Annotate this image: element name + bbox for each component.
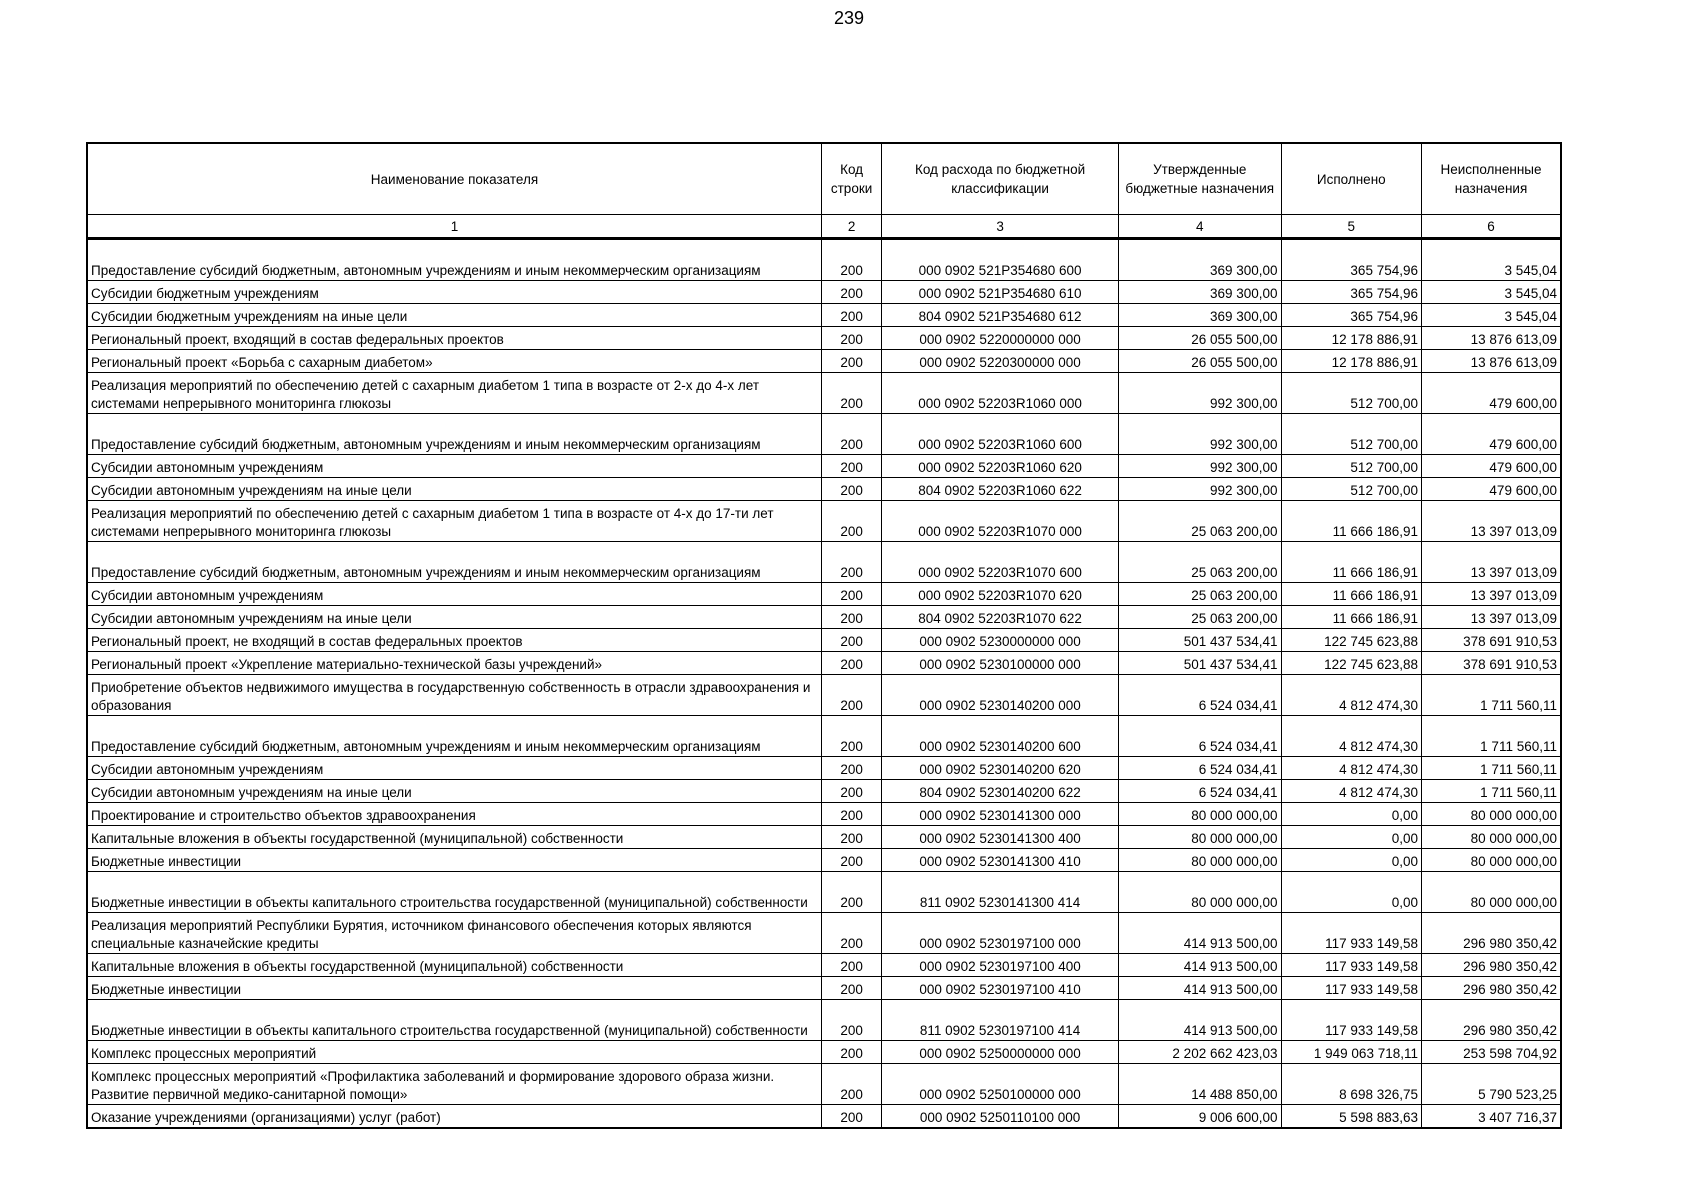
table-header-row	[87, 143, 1561, 215]
row-approved-amount: 414 913 500,00	[1118, 954, 1281, 977]
row-executed-amount: 117 933 149,58	[1281, 1000, 1421, 1041]
row-executed-amount: 4 812 474,30	[1281, 716, 1421, 757]
row-approved-amount: 14 488 850,00	[1118, 1064, 1281, 1105]
row-code: 200	[821, 826, 881, 849]
row-approved-amount: 80 000 000,00	[1118, 872, 1281, 913]
row-name: Субсидии автономным учреждениям на иные цели	[87, 606, 821, 629]
row-approved-amount: 2 202 662 423,03	[1118, 1041, 1281, 1064]
row-unexecuted-amount: 1 711 560,11	[1422, 716, 1562, 757]
row-unexecuted-amount: 296 980 350,42	[1422, 977, 1562, 1000]
row-classification-code: 000 0902 52203R1070 620	[882, 583, 1119, 606]
row-approved-amount: 80 000 000,00	[1118, 849, 1281, 872]
row-executed-amount: 365 754,96	[1281, 239, 1421, 281]
column-number: 2	[821, 215, 881, 239]
row-unexecuted-amount: 1 711 560,11	[1422, 780, 1562, 803]
row-classification-code: 000 0902 5230197100 400	[882, 954, 1119, 977]
row-approved-amount: 25 063 200,00	[1118, 542, 1281, 583]
row-executed-amount: 1 949 063 718,11	[1281, 1041, 1421, 1064]
row-name: Региональный проект, входящий в состав федеральных проектов	[87, 327, 821, 350]
table-row	[87, 675, 1561, 716]
table-row	[87, 1041, 1561, 1064]
table-row	[87, 304, 1561, 327]
row-classification-code: 000 0902 5230141300 410	[882, 849, 1119, 872]
row-approved-amount: 369 300,00	[1118, 281, 1281, 304]
row-unexecuted-amount: 296 980 350,42	[1422, 1000, 1562, 1041]
row-unexecuted-amount: 479 600,00	[1422, 414, 1562, 455]
row-name: Бюджетные инвестиции	[87, 849, 821, 872]
row-name: Субсидии автономным учреждениям на иные цели	[87, 780, 821, 803]
row-executed-amount: 12 178 886,91	[1281, 350, 1421, 373]
row-code: 200	[821, 501, 881, 542]
row-approved-amount: 501 437 534,41	[1118, 629, 1281, 652]
row-classification-code: 804 0902 52203R1070 622	[882, 606, 1119, 629]
header-indicator-name: Наименование показателя	[87, 143, 821, 215]
row-code: 200	[821, 780, 881, 803]
row-executed-amount: 512 700,00	[1281, 455, 1421, 478]
row-classification-code: 000 0902 5220000000 000	[882, 327, 1119, 350]
row-code: 200	[821, 757, 881, 780]
table-row	[87, 239, 1561, 281]
row-code: 200	[821, 954, 881, 977]
row-code: 200	[821, 455, 881, 478]
row-approved-amount: 369 300,00	[1118, 304, 1281, 327]
row-code: 200	[821, 652, 881, 675]
row-executed-amount: 11 666 186,91	[1281, 606, 1421, 629]
row-code: 200	[821, 1105, 881, 1129]
row-code: 200	[821, 606, 881, 629]
column-number: 1	[87, 215, 821, 239]
table-row	[87, 757, 1561, 780]
row-unexecuted-amount: 3 545,04	[1422, 281, 1562, 304]
row-unexecuted-amount: 296 980 350,42	[1422, 913, 1562, 954]
row-unexecuted-amount: 13 397 013,09	[1422, 606, 1562, 629]
header-approved: Утвержденные бюджетные назначения	[1118, 143, 1281, 215]
table-row	[87, 583, 1561, 606]
row-code: 200	[821, 1000, 881, 1041]
table-row	[87, 478, 1561, 501]
row-code: 200	[821, 478, 881, 501]
row-code: 200	[821, 803, 881, 826]
row-approved-amount: 369 300,00	[1118, 239, 1281, 281]
row-approved-amount: 26 055 500,00	[1118, 350, 1281, 373]
row-name: Приобретение объектов недвижимого имущества в государственную собственность в отрасли здравоохранения и образования	[87, 675, 821, 716]
row-executed-amount: 122 745 623,88	[1281, 652, 1421, 675]
row-classification-code: 000 0902 5250100000 000	[882, 1064, 1119, 1105]
row-approved-amount: 414 913 500,00	[1118, 913, 1281, 954]
row-code: 200	[821, 350, 881, 373]
row-unexecuted-amount: 13 397 013,09	[1422, 542, 1562, 583]
row-name: Комплекс процессных мероприятий	[87, 1041, 821, 1064]
row-approved-amount: 414 913 500,00	[1118, 977, 1281, 1000]
row-name: Субсидии бюджетным учреждениям на иные цели	[87, 304, 821, 327]
row-executed-amount: 11 666 186,91	[1281, 501, 1421, 542]
row-executed-amount: 11 666 186,91	[1281, 542, 1421, 583]
row-approved-amount: 80 000 000,00	[1118, 803, 1281, 826]
row-classification-code: 000 0902 5230141300 000	[882, 803, 1119, 826]
row-code: 200	[821, 629, 881, 652]
row-classification-code: 000 0902 5230197100 410	[882, 977, 1119, 1000]
row-executed-amount: 11 666 186,91	[1281, 583, 1421, 606]
row-unexecuted-amount: 80 000 000,00	[1422, 849, 1562, 872]
table-row	[87, 281, 1561, 304]
row-classification-code: 804 0902 5230140200 622	[882, 780, 1119, 803]
row-unexecuted-amount: 80 000 000,00	[1422, 803, 1562, 826]
table-row	[87, 652, 1561, 675]
row-unexecuted-amount: 13 397 013,09	[1422, 501, 1562, 542]
row-code: 200	[821, 373, 881, 414]
table-row	[87, 606, 1561, 629]
row-unexecuted-amount: 1 711 560,11	[1422, 675, 1562, 716]
budget-execution-table	[86, 142, 1562, 1129]
row-executed-amount: 5 598 883,63	[1281, 1105, 1421, 1129]
row-classification-code: 000 0902 5250110100 000	[882, 1105, 1119, 1129]
row-classification-code: 000 0902 5220300000 000	[882, 350, 1119, 373]
row-executed-amount: 365 754,96	[1281, 281, 1421, 304]
table-row	[87, 849, 1561, 872]
header-unexecuted: Неисполненные назначения	[1422, 143, 1562, 215]
table-row	[87, 629, 1561, 652]
table-row	[87, 716, 1561, 757]
table-row	[87, 803, 1561, 826]
row-name: Субсидии бюджетным учреждениям	[87, 281, 821, 304]
row-name: Субсидии автономным учреждениям	[87, 583, 821, 606]
table-row	[87, 327, 1561, 350]
row-code: 200	[821, 872, 881, 913]
row-approved-amount: 992 300,00	[1118, 373, 1281, 414]
row-approved-amount: 6 524 034,41	[1118, 780, 1281, 803]
row-name: Капитальные вложения в объекты государственной (муниципальной) собственности	[87, 826, 821, 849]
row-executed-amount: 117 933 149,58	[1281, 954, 1421, 977]
row-classification-code: 804 0902 52203R1060 622	[882, 478, 1119, 501]
row-executed-amount: 0,00	[1281, 872, 1421, 913]
table-row	[87, 350, 1561, 373]
row-name: Региональный проект, не входящий в состав федеральных проектов	[87, 629, 821, 652]
row-unexecuted-amount: 296 980 350,42	[1422, 954, 1562, 977]
row-name: Субсидии автономным учреждениям на иные цели	[87, 478, 821, 501]
row-name: Субсидии автономным учреждениям	[87, 455, 821, 478]
row-approved-amount: 80 000 000,00	[1118, 826, 1281, 849]
row-name: Предоставление субсидий бюджетным, автономным учреждениям и иным некоммерческим организациям	[87, 716, 821, 757]
row-name: Региональный проект «Борьба с сахарным диабетом»	[87, 350, 821, 373]
row-unexecuted-amount: 378 691 910,53	[1422, 652, 1562, 675]
row-executed-amount: 512 700,00	[1281, 373, 1421, 414]
row-classification-code: 811 0902 5230197100 414	[882, 1000, 1119, 1041]
row-name: Комплекс процессных мероприятий «Профилактика заболеваний и формирование здорового образа жизни. Развитие первичной медико-санитарной помощи»	[87, 1064, 821, 1105]
row-executed-amount: 0,00	[1281, 826, 1421, 849]
row-executed-amount: 0,00	[1281, 803, 1421, 826]
row-code: 200	[821, 414, 881, 455]
row-approved-amount: 25 063 200,00	[1118, 583, 1281, 606]
row-unexecuted-amount: 13 397 013,09	[1422, 583, 1562, 606]
row-unexecuted-amount: 80 000 000,00	[1422, 872, 1562, 913]
row-classification-code: 804 0902 521P354680 612	[882, 304, 1119, 327]
table-row	[87, 1000, 1561, 1041]
table-row	[87, 373, 1561, 414]
row-code: 200	[821, 1064, 881, 1105]
row-code: 200	[821, 913, 881, 954]
row-name: Предоставление субсидий бюджетным, автономным учреждениям и иным некоммерческим организациям	[87, 542, 821, 583]
table-row	[87, 954, 1561, 977]
row-unexecuted-amount: 479 600,00	[1422, 455, 1562, 478]
row-code: 200	[821, 327, 881, 350]
row-name: Проектирование и строительство объектов здравоохранения	[87, 803, 821, 826]
table-row	[87, 826, 1561, 849]
row-code: 200	[821, 849, 881, 872]
row-classification-code: 000 0902 521P354680 600	[882, 239, 1119, 281]
row-approved-amount: 26 055 500,00	[1118, 327, 1281, 350]
row-classification-code: 000 0902 5230141300 400	[882, 826, 1119, 849]
row-approved-amount: 992 300,00	[1118, 478, 1281, 501]
table-row	[87, 414, 1561, 455]
table-row	[87, 913, 1561, 954]
row-code: 200	[821, 304, 881, 327]
row-executed-amount: 512 700,00	[1281, 414, 1421, 455]
table-row	[87, 977, 1561, 1000]
header-row-code: Код строки	[821, 143, 881, 215]
row-executed-amount: 0,00	[1281, 849, 1421, 872]
row-executed-amount: 117 933 149,58	[1281, 913, 1421, 954]
row-approved-amount: 992 300,00	[1118, 455, 1281, 478]
column-number-row	[87, 215, 1561, 239]
row-name: Бюджетные инвестиции в объекты капитального строительства государственной (муниципальной) собственности	[87, 1000, 821, 1041]
row-classification-code: 811 0902 5230141300 414	[882, 872, 1119, 913]
row-code: 200	[821, 281, 881, 304]
row-executed-amount: 122 745 623,88	[1281, 629, 1421, 652]
table-row	[87, 455, 1561, 478]
row-classification-code: 000 0902 5230140200 600	[882, 716, 1119, 757]
row-approved-amount: 9 006 600,00	[1118, 1105, 1281, 1129]
row-name: Региональный проект «Укрепление материально-технической базы учреждений»	[87, 652, 821, 675]
row-name: Оказание учреждениями (организациями) услуг (работ)	[87, 1105, 821, 1129]
table-row	[87, 1064, 1561, 1105]
row-name: Предоставление субсидий бюджетным, автономным учреждениям и иным некоммерческим организациям	[87, 239, 821, 281]
row-executed-amount: 12 178 886,91	[1281, 327, 1421, 350]
row-classification-code: 000 0902 5230100000 000	[882, 652, 1119, 675]
table-body	[87, 239, 1561, 1129]
row-name: Субсидии автономным учреждениям	[87, 757, 821, 780]
row-code: 200	[821, 1041, 881, 1064]
row-approved-amount: 992 300,00	[1118, 414, 1281, 455]
row-classification-code: 000 0902 5230000000 000	[882, 629, 1119, 652]
table-row	[87, 1105, 1561, 1129]
row-executed-amount: 4 812 474,30	[1281, 757, 1421, 780]
row-classification-code: 000 0902 52203R1060 600	[882, 414, 1119, 455]
row-classification-code: 000 0902 5230140200 620	[882, 757, 1119, 780]
table-row	[87, 501, 1561, 542]
row-unexecuted-amount: 3 407 716,37	[1422, 1105, 1562, 1129]
row-approved-amount: 6 524 034,41	[1118, 716, 1281, 757]
row-approved-amount: 414 913 500,00	[1118, 1000, 1281, 1041]
column-number: 5	[1281, 215, 1421, 239]
row-name: Бюджетные инвестиции	[87, 977, 821, 1000]
row-classification-code: 000 0902 52203R1070 000	[882, 501, 1119, 542]
row-unexecuted-amount: 13 876 613,09	[1422, 350, 1562, 373]
column-number: 6	[1422, 215, 1562, 239]
row-name: Реализация мероприятий по обеспечению детей с сахарным диабетом 1 типа в возрасте от 2-х до 4-х лет системами непрерывного мониторинга глюкозы	[87, 373, 821, 414]
row-code: 200	[821, 542, 881, 583]
row-code: 200	[821, 716, 881, 757]
row-name: Бюджетные инвестиции в объекты капитального строительства государственной (муниципальной) собственности	[87, 872, 821, 913]
row-executed-amount: 117 933 149,58	[1281, 977, 1421, 1000]
row-approved-amount: 501 437 534,41	[1118, 652, 1281, 675]
row-code: 200	[821, 977, 881, 1000]
row-code: 200	[821, 239, 881, 281]
row-unexecuted-amount: 378 691 910,53	[1422, 629, 1562, 652]
row-classification-code: 000 0902 52203R1060 620	[882, 455, 1119, 478]
row-approved-amount: 25 063 200,00	[1118, 606, 1281, 629]
row-unexecuted-amount: 253 598 704,92	[1422, 1041, 1562, 1064]
row-name: Предоставление субсидий бюджетным, автономным учреждениям и иным некоммерческим организациям	[87, 414, 821, 455]
row-code: 200	[821, 675, 881, 716]
row-name: Реализация мероприятий Республики Бурятия, источником финансового обеспечения которых являются специальные казначейские кредиты	[87, 913, 821, 954]
row-unexecuted-amount: 1 711 560,11	[1422, 757, 1562, 780]
column-number: 4	[1118, 215, 1281, 239]
table-row	[87, 872, 1561, 913]
row-classification-code: 000 0902 5230197100 000	[882, 913, 1119, 954]
row-executed-amount: 4 812 474,30	[1281, 780, 1421, 803]
row-executed-amount: 365 754,96	[1281, 304, 1421, 327]
row-classification-code: 000 0902 5230140200 000	[882, 675, 1119, 716]
row-executed-amount: 8 698 326,75	[1281, 1064, 1421, 1105]
row-unexecuted-amount: 80 000 000,00	[1422, 826, 1562, 849]
header-executed: Исполнено	[1281, 143, 1421, 215]
header-budget-classification: Код расхода по бюджетной классификации	[882, 143, 1119, 215]
row-name: Реализация мероприятий по обеспечению детей с сахарным диабетом 1 типа в возрасте от 4-х до 17-ти лет системами непрерывного мониторинга глюкозы	[87, 501, 821, 542]
row-unexecuted-amount: 479 600,00	[1422, 478, 1562, 501]
page-number: 239	[833, 8, 865, 28]
row-unexecuted-amount: 3 545,04	[1422, 239, 1562, 281]
row-executed-amount: 512 700,00	[1281, 478, 1421, 501]
row-unexecuted-amount: 479 600,00	[1422, 373, 1562, 414]
row-unexecuted-amount: 5 790 523,25	[1422, 1064, 1562, 1105]
row-unexecuted-amount: 13 876 613,09	[1422, 327, 1562, 350]
row-classification-code: 000 0902 52203R1070 600	[882, 542, 1119, 583]
row-approved-amount: 25 063 200,00	[1118, 501, 1281, 542]
row-executed-amount: 4 812 474,30	[1281, 675, 1421, 716]
row-approved-amount: 6 524 034,41	[1118, 757, 1281, 780]
table-row	[87, 542, 1561, 583]
table-row	[87, 780, 1561, 803]
row-name: Капитальные вложения в объекты государственной (муниципальной) собственности	[87, 954, 821, 977]
column-number: 3	[882, 215, 1119, 239]
row-classification-code: 000 0902 521P354680 610	[882, 281, 1119, 304]
row-approved-amount: 6 524 034,41	[1118, 675, 1281, 716]
row-classification-code: 000 0902 52203R1060 000	[882, 373, 1119, 414]
row-classification-code: 000 0902 5250000000 000	[882, 1041, 1119, 1064]
row-unexecuted-amount: 3 545,04	[1422, 304, 1562, 327]
row-code: 200	[821, 583, 881, 606]
